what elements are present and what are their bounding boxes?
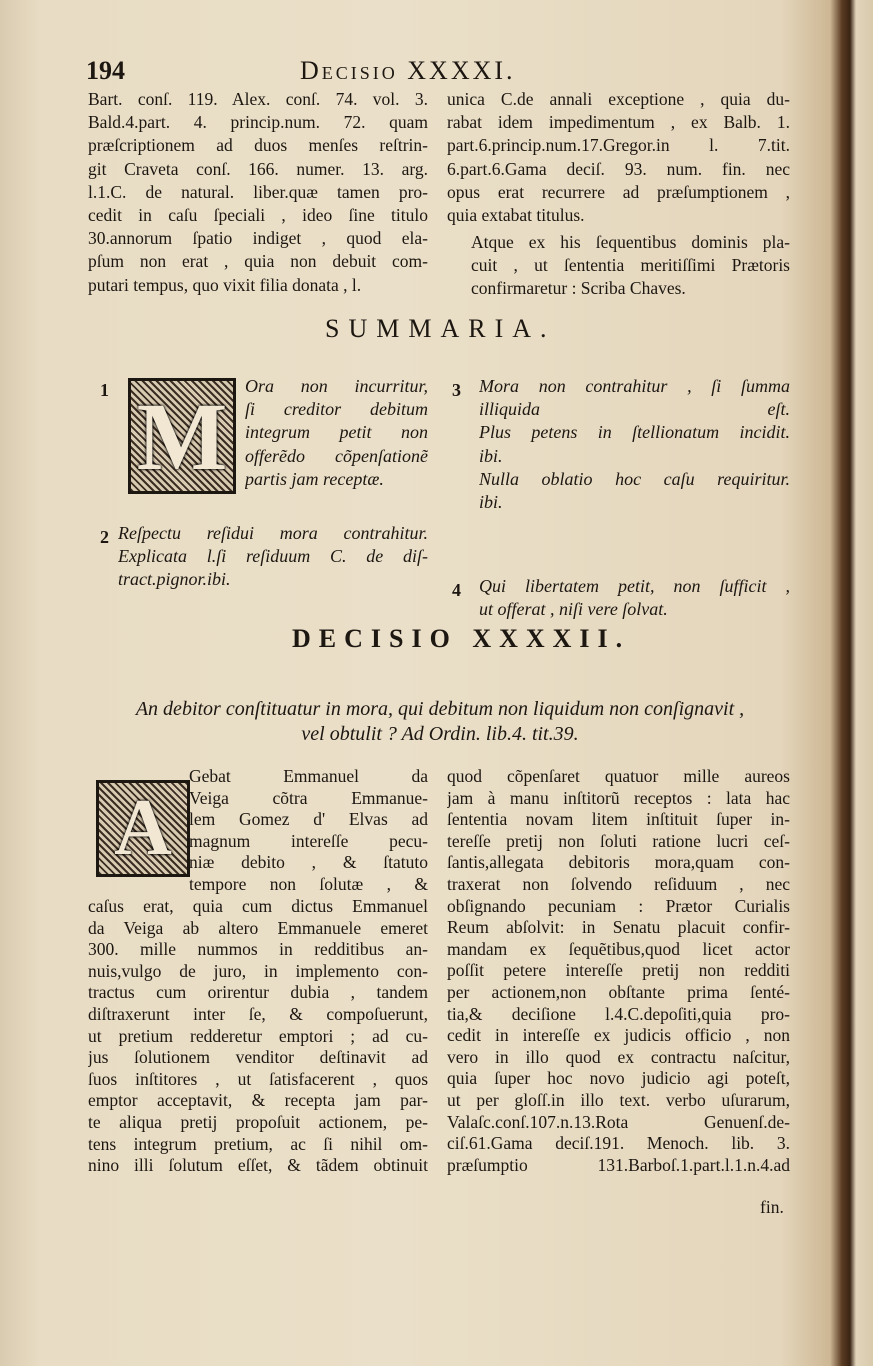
text-line: Explicata l.ſi reſiduum C. de diſ- — [118, 546, 428, 567]
text-line: caſus erat, quia cum dictus Emmanuel — [88, 896, 428, 916]
decorated-initial-m: M — [128, 378, 236, 494]
text-line: Bald.4.part. 4. princip.num. 72. quam — [88, 112, 428, 133]
text-line: ſententia novam litem inſtituit ſuper in- — [447, 809, 790, 830]
summary-number-1: 1 — [100, 380, 109, 400]
text-line: partis jam receptæ. — [245, 468, 384, 489]
text-line: Atque ex his ſequentibus dominis pla- — [471, 232, 790, 252]
summary-number-3: 3 — [452, 380, 461, 400]
text-line: quod cõpenſaret quatuor mille aureos — [447, 766, 790, 786]
text-line: part.6.princip.num.17.Gregor.in l. 7.tit. — [447, 135, 790, 156]
summary-item-4 — [479, 575, 790, 621]
text-line: cuit , ut ſententia meritiſſimi Prætoris — [471, 255, 790, 276]
text-line: Nulla oblatio hoc caſu requiritur. — [479, 468, 790, 489]
text-line: mandam ex ſequẽtibus,quod licet actor — [447, 938, 790, 959]
top-right-column — [447, 88, 790, 227]
summary-item-1 — [245, 375, 428, 491]
decision-left-intro — [189, 766, 428, 896]
text-line: ibi. — [479, 492, 503, 513]
text-line: pſum non erat , quia non debuit com- — [88, 251, 428, 272]
text-line: nino illi ſolutum eſſet, & tãdem obtinuit — [88, 1155, 428, 1176]
text-line: unica C.de annali exceptione , quia du- — [447, 89, 790, 109]
running-head: Decisio XXXXI. — [300, 56, 516, 85]
text-line: quia extabat titulus. — [447, 205, 585, 226]
text-line: lem Gomez d' Elvas ad — [189, 809, 428, 830]
text-line: ſi creditor debitum — [245, 399, 428, 420]
text-line: l.1.C. de natural. liber.quæ tamen pro- — [88, 181, 428, 202]
text-line: Veiga cõtra Emmanue- — [189, 787, 428, 808]
text-line: tractus cum orirentur dubia , tandem — [88, 982, 428, 1003]
text-line: 300. mille nummos in redditibus an- — [88, 939, 428, 960]
text-line: Mora non contrahitur , ſi ſumma — [479, 376, 790, 396]
text-line: ut pretium redderetur emptori ; ad cu- — [88, 1025, 428, 1046]
text-line: niæ debito , & ſtatuto — [189, 852, 428, 873]
text-line: offerẽdo cõpenſationẽ — [245, 445, 428, 466]
text-line: Plus petens in ſtellionatum incidit. — [479, 422, 790, 443]
top-left-column — [88, 88, 428, 297]
text-line: tract.pignor.ibi. — [118, 569, 231, 590]
decision-question-line-2: vel obtulit ? Ad Ordin. lib.4. tit.39. — [301, 723, 579, 745]
text-line: obſignando pecuniam : Prætor Curialis — [447, 895, 790, 916]
decision-right-column — [447, 766, 790, 1176]
text-line: Valaſc.conſ.107.n.13.Rota Genuenſ.de- — [447, 1111, 790, 1132]
text-line: tempore non ſolutæ , & — [189, 873, 428, 894]
text-line: jus ſolutionem venditor deſtinavit ad — [88, 1047, 428, 1068]
summary-item-2 — [118, 522, 428, 592]
text-line: præſcriptionem ad duos menſes reſtrin- — [88, 135, 428, 156]
text-line: emptor acceptavit, & recepta jam par- — [88, 1090, 428, 1111]
text-line: Reſpectu reſidui mora contrahitur. — [118, 523, 428, 543]
text-line: ciſ.61.Gama deciſ.191. Menoch. lib. 3. — [447, 1133, 790, 1154]
text-line: rabat idem impedimentum , ex Balb. 1. — [447, 112, 790, 133]
top-right-paragraph — [447, 231, 790, 301]
text-line: Gebat Emmanuel da — [189, 766, 428, 786]
text-line: integrum petit non — [245, 422, 428, 443]
text-line: te aliqua pretij propoſuit actionem, pe- — [88, 1111, 428, 1132]
summaria-heading: SUMMARIA. — [325, 314, 556, 343]
text-line: poſſit petere intereſſe pretij non redditi — [447, 960, 790, 981]
text-line: putari tempus, quo vixit filia donata , l. — [88, 274, 362, 295]
summary-number-2: 2 — [100, 527, 109, 547]
summary-item-3 — [479, 375, 790, 514]
text-line: 6.part.6.Gama deciſ. 93. num. fin. nec — [447, 158, 790, 179]
text-line: vero in illo quod ex contractu naſcitur, — [447, 1046, 790, 1067]
text-line: Bart. conſ. 119. Alex. conſ. 74. vol. 3. — [88, 89, 428, 109]
text-line: Qui libertatem petit, non ſufficit , — [479, 576, 790, 596]
decorated-initial-a: A — [96, 780, 190, 877]
text-line: ut per gloſſ.in illo text. verbo uſurarum, — [447, 1089, 790, 1110]
text-line: jam à manu inſtitorũ receptos : lata hac — [447, 787, 790, 808]
decision-heading: DECISIO XXXXII. — [292, 624, 631, 653]
text-line: opus erat recurrere ad præſumptionem , — [447, 181, 790, 202]
text-line: præſumptio 131.Barboſ.1.part.l.1.n.4.ad — [447, 1154, 790, 1175]
text-line: da Veiga ab altero Emmanuele emeret — [88, 917, 428, 938]
decision-right-last-line: fin. — [760, 1197, 784, 1217]
text-line: tens integrum pretium, ac ſi nihil om- — [88, 1133, 428, 1154]
text-line: ut offerat , niſi vere ſolvat. — [479, 599, 668, 620]
text-line: Reum abſolvit: in Senatu placuit confir- — [447, 917, 790, 938]
text-line: ſantis,allegata debitoris mora,quam con- — [447, 852, 790, 873]
text-line: tereſſe pretij non ſoluti ratione lucri ceſ- — [447, 830, 790, 851]
page-number: 194 — [86, 56, 125, 85]
text-line: tia,& deciſione l.4.C.depoſiti,quia pro- — [447, 1003, 790, 1024]
text-line: traxerat non ſolvendo reſiduum , nec — [447, 873, 790, 894]
summary-number-4: 4 — [452, 580, 461, 600]
text-line: per actionem,non obſtante prima ſenté- — [447, 981, 790, 1002]
text-line: ſuos inſtitores , ut ſatisfacerent , quos — [88, 1068, 428, 1089]
decision-question-line-1: An debitor conſtituatur in mora, qui debitum non liquidum non conſignavit , — [135, 698, 745, 720]
text-line: Ora non incurritur, — [245, 376, 428, 396]
text-line: git Craveta conſ. 166. numer. 13. arg. — [88, 158, 428, 179]
text-line: illiquida eſt. — [479, 399, 790, 420]
text-line: cedit in caſu ſpeciali , ideo ſine titulo — [88, 205, 428, 226]
text-line: diſtraxerunt inter ſe, & compoſuerunt, — [88, 1003, 428, 1024]
text-line: magnum intereſſe pecu- — [189, 830, 428, 851]
text-line: confirmaretur : Scriba Chaves. — [471, 278, 686, 299]
decision-left-column — [88, 896, 428, 1177]
text-line: quia ſuper hoc novo judicio agi poteſt, — [447, 1068, 790, 1089]
text-line: 30.annorum ſpatio indiget , quod ela- — [88, 228, 428, 249]
text-line: ibi. — [479, 445, 503, 466]
text-line: cedit in intereſſe ex judicis officio , non — [447, 1025, 790, 1046]
text-line: nuis,vulgo de juro, in implemento con- — [88, 960, 428, 981]
